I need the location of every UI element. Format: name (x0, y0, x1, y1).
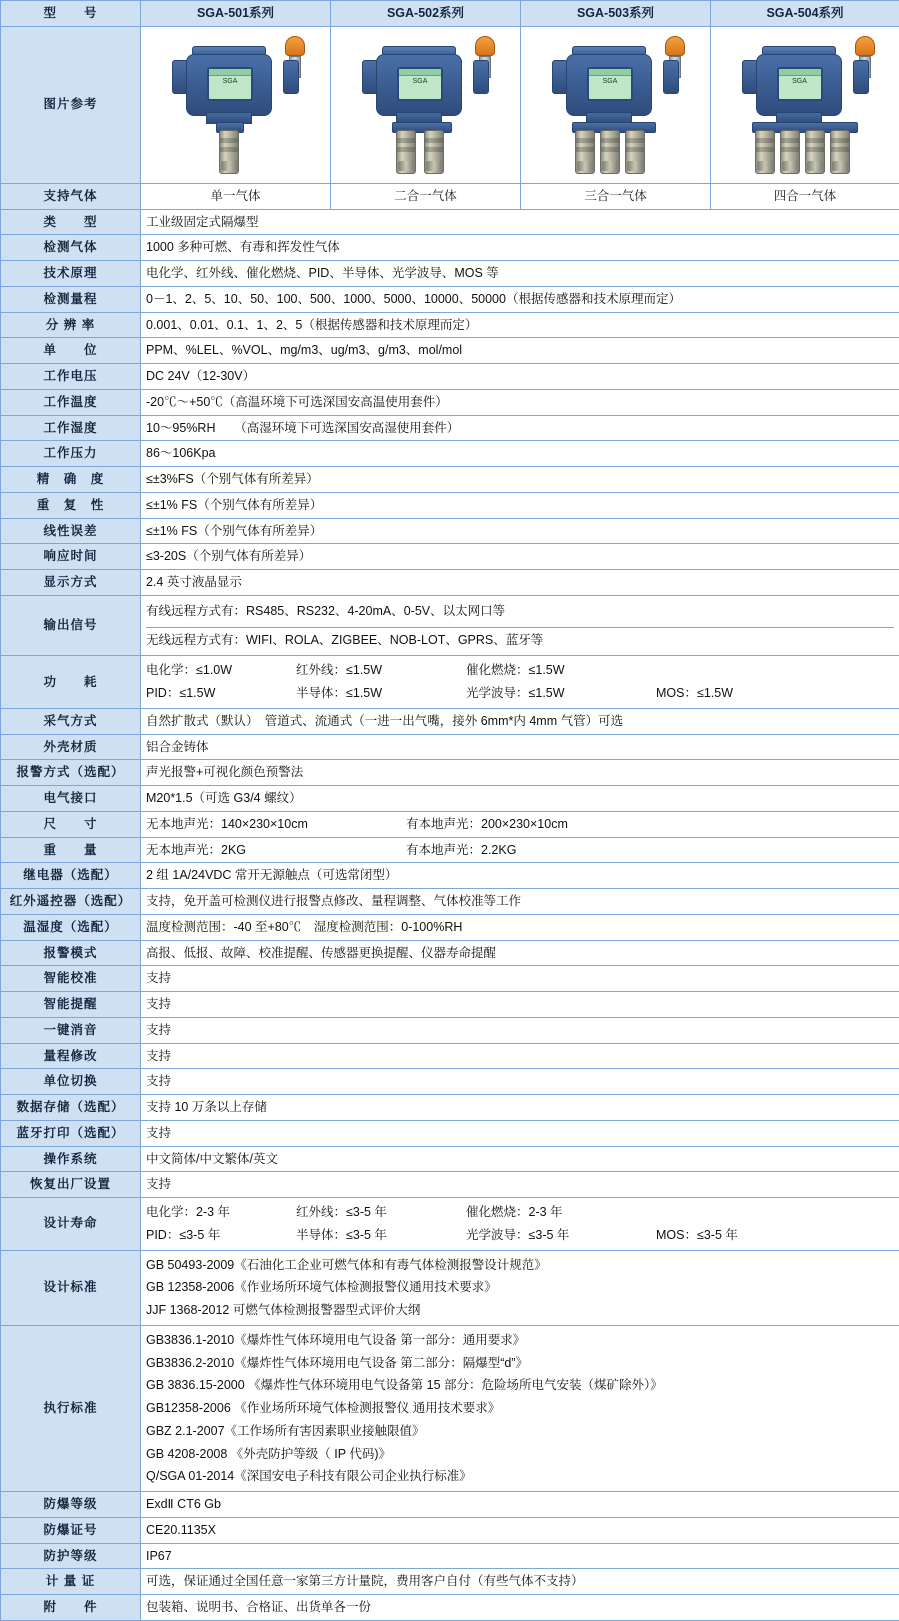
table-row (1, 364, 899, 390)
power-key: 电化学： (146, 663, 196, 677)
row-label: 防爆证号 (1, 1517, 141, 1543)
size-with-alarm: 有本地声光：200×230×10cm (406, 815, 568, 834)
row-label-model: 型 号 (1, 1, 141, 27)
table-row (1, 312, 899, 338)
row-value: 电化学、红外线、催化燃烧、PID、半导体、光学波导、MOS 等 (141, 261, 899, 287)
life-key: 红外线： (296, 1205, 346, 1219)
device-screen: SGA (587, 67, 633, 101)
row-value: 中文简体/中文繁体/英文 (141, 1146, 899, 1172)
table-row (1, 1146, 899, 1172)
row-value: 10～95%RH （高湿环境下可选深国安高湿使用套件） (141, 415, 899, 441)
life-key: 电化学： (146, 1205, 196, 1219)
row-value-exec-standard (141, 1325, 899, 1491)
table-row (1, 286, 899, 312)
gas-support-1: 单一气体 (141, 183, 331, 209)
sensor-probe (575, 130, 595, 174)
exec-standard-line: GB 4208-2008 《外壳防护等级（ IP 代码)》 (146, 1443, 894, 1466)
row-label: 报警模式 (1, 940, 141, 966)
row-label-exec-standard: 执行标准 (1, 1325, 141, 1491)
row-label-design-standard: 设计标准 (1, 1250, 141, 1325)
row-value: 声光报警+可视化颜色预警法 (141, 760, 899, 786)
life-value: ≤3-5 年 (529, 1228, 570, 1242)
row-label-power: 功 耗 (1, 656, 141, 709)
life-value: ≤3-5 年 (179, 1228, 220, 1242)
life-key: PID： (146, 1228, 179, 1242)
power-key: 光学波导： (466, 686, 529, 700)
row-label: 量程修改 (1, 1043, 141, 1069)
row-label-gas-support: 支持气体 (1, 183, 141, 209)
power-value: ≤1.0W (196, 663, 232, 677)
table-row (1, 914, 899, 940)
table-row-output-signal (1, 595, 899, 656)
model-cell-3: SGA-503系列 (521, 1, 711, 27)
row-value: 0－1、2、5、10、50、100、500、1000、5000、10000、50000（根据传感器和技术原理而定） (141, 286, 899, 312)
table-row-size (1, 811, 899, 837)
table-row (1, 338, 899, 364)
row-value: -20℃～+50℃（高温环境下可选深国安高温使用套件） (141, 389, 899, 415)
table-row (1, 1172, 899, 1198)
table-row (1, 760, 899, 786)
table-row (1, 544, 899, 570)
row-label: 显示方式 (1, 570, 141, 596)
table-row (1, 863, 899, 889)
row-value-design-life (141, 1198, 899, 1251)
power-value: ≤1.5W (346, 686, 382, 700)
power-value: ≤1.5W (346, 663, 382, 677)
product-image-2 (331, 26, 521, 183)
row-value: ≤±1% FS（个别气体有所差异） (141, 492, 899, 518)
model-cell-4: SGA-504系列 (711, 1, 899, 27)
power-value: ≤1.5W (697, 686, 733, 700)
power-key: 红外线： (296, 663, 346, 677)
table-row-design-life (1, 1198, 899, 1251)
table-row-power (1, 656, 899, 709)
table-row (1, 570, 899, 596)
table-row-gas-support (1, 183, 899, 209)
power-key: 催化燃烧： (466, 663, 529, 677)
row-value: M20*1.5（可选 G3/4 螺纹） (141, 786, 899, 812)
gas-detector-illustration-4 (718, 30, 893, 180)
output-wired-line: 有线远程方式有：RS485、RS232、4-20mA、0-5V、以太网口等 (146, 599, 894, 624)
row-label: 单位切换 (1, 1069, 141, 1095)
gas-detector-illustration-1 (148, 30, 323, 180)
table-row (1, 1543, 899, 1569)
power-key: MOS： (656, 686, 697, 700)
table-row (1, 441, 899, 467)
table-row (1, 492, 899, 518)
row-label: 继电器（选配） (1, 863, 141, 889)
exec-standard-line: GB3836.2-2010《爆炸性气体环境用电气设备 第二部分：隔爆型“d”》 (146, 1352, 894, 1375)
row-value: ExdⅡ CT6 Gb (141, 1492, 899, 1518)
row-value-size (141, 811, 899, 837)
row-label: 一键消音 (1, 1017, 141, 1043)
power-key: 半导体： (296, 686, 346, 700)
row-label: 线性误差 (1, 518, 141, 544)
row-label: 数据存储（选配） (1, 1095, 141, 1121)
device-screen: SGA (397, 67, 443, 101)
design-standard-line: JJF 1368-2012 可燃气体检测报警器型式评价大纲 (146, 1299, 894, 1322)
table-row-design-standard (1, 1250, 899, 1325)
row-label: 附 件 (1, 1595, 141, 1621)
life-value: ≤3-5 年 (346, 1228, 387, 1242)
sensor-probe (625, 130, 645, 174)
exec-standard-line: GB3836.1-2010《爆炸性气体环境用电气设备 第一部分：通用要求》 (146, 1329, 894, 1352)
row-value: 2 组 1A/24VDC 常开无源触点（可选常闭型） (141, 863, 899, 889)
row-value: 支持 (141, 992, 899, 1018)
table-row (1, 389, 899, 415)
power-value: ≤1.5W (179, 686, 215, 700)
row-value-output-signal (141, 595, 899, 656)
table-row (1, 1120, 899, 1146)
table-row-weight (1, 837, 899, 863)
row-value: 自然扩散式（默认） 管道式、流通式（一进一出气嘴，接外 6mm*内 4mm 气管）可选 (141, 708, 899, 734)
life-value: ≤3-5 年 (697, 1228, 738, 1242)
product-image-4 (711, 26, 899, 183)
row-value: ≤3-20S（个别气体有所差异） (141, 544, 899, 570)
row-label: 重 复 性 (1, 492, 141, 518)
row-label: 单 位 (1, 338, 141, 364)
gas-support-4: 四合一气体 (711, 183, 899, 209)
table-row (1, 966, 899, 992)
row-value: 可选，保证通过全国任意一家第三方计量院，费用客户自付（有些气体不支持） (141, 1569, 899, 1595)
row-label-image-reference: 图片参考 (1, 26, 141, 183)
row-value: ≤±1% FS（个别气体有所差异） (141, 518, 899, 544)
row-label: 计 量 证 (1, 1569, 141, 1595)
row-value: 支持 (141, 1172, 899, 1198)
design-standard-line: GB 12358-2006《作业场所环境气体检测报警仪通用技术要求》 (146, 1276, 894, 1299)
row-label-design-life: 设计寿命 (1, 1198, 141, 1251)
row-value: 支持 (141, 966, 899, 992)
table-row (1, 992, 899, 1018)
table-row (1, 518, 899, 544)
row-label: 温湿度（选配） (1, 914, 141, 940)
sensor-probe (600, 130, 620, 174)
row-label: 精 确 度 (1, 467, 141, 493)
row-value: DC 24V（12-30V） (141, 364, 899, 390)
row-label-size: 尺 寸 (1, 811, 141, 837)
row-value-weight (141, 837, 899, 863)
table-row (1, 1517, 899, 1543)
life-key: 催化燃烧： (466, 1205, 529, 1219)
row-value: 支持 10 万条以上存储 (141, 1095, 899, 1121)
design-standard-line: GB 50493-2009《石油化工企业可燃气体和有毒气体检测报警设计规范》 (146, 1254, 894, 1277)
table-row (1, 209, 899, 235)
table-row (1, 1043, 899, 1069)
row-value: 2.4 英寸液晶显示 (141, 570, 899, 596)
life-key: MOS： (656, 1228, 697, 1242)
sensor-probe (396, 130, 416, 174)
row-value: PPM、%LEL、%VOL、mg/m3、ug/m3、g/m3、mol/mol (141, 338, 899, 364)
model-cell-1: SGA-501系列 (141, 1, 331, 27)
table-row-images (1, 26, 899, 183)
gas-support-2: 二合一气体 (331, 183, 521, 209)
sensor-probe (424, 130, 444, 174)
row-label: 工作湿度 (1, 415, 141, 441)
table-row (1, 415, 899, 441)
gas-support-3: 三合一气体 (521, 183, 711, 209)
row-value: 支持，免开盖可检测仪进行报警点修改、量程调整、气体校准等工作 (141, 889, 899, 915)
sensor-probe (780, 130, 800, 174)
table-row (1, 467, 899, 493)
row-label: 外壳材质 (1, 734, 141, 760)
row-label-output-signal: 输出信号 (1, 595, 141, 656)
row-value: 1000 多种可燃、有毒和挥发性气体 (141, 235, 899, 261)
device-screen: SGA (777, 67, 823, 101)
weight-without-alarm: 无本地声光：2KG (146, 841, 406, 860)
row-value: 高报、低报、故障、校准提醒、传感器更换提醒、仪器寿命提醒 (141, 940, 899, 966)
row-label: 蓝牙打印（选配） (1, 1120, 141, 1146)
device-screen: SGA (207, 67, 253, 101)
sensor-probe (830, 130, 850, 174)
table-row-models (1, 1, 899, 27)
row-label: 工作温度 (1, 389, 141, 415)
model-cell-2: SGA-502系列 (331, 1, 521, 27)
row-value: 包装箱、说明书、合格证、出货单各一份 (141, 1595, 899, 1621)
row-label: 红外遥控器（选配） (1, 889, 141, 915)
table-row (1, 889, 899, 915)
row-value-power (141, 656, 899, 709)
product-image-1 (141, 26, 331, 183)
row-value: IP67 (141, 1543, 899, 1569)
row-value: 支持 (141, 1043, 899, 1069)
row-label: 电气接口 (1, 786, 141, 812)
row-value-design-standard (141, 1250, 899, 1325)
table-row (1, 261, 899, 287)
gas-detector-illustration-2 (338, 30, 513, 180)
table-row (1, 786, 899, 812)
row-value: 支持 (141, 1120, 899, 1146)
sensor-probe (805, 130, 825, 174)
exec-standard-line: GBZ 2.1-2007《工作场所有害因素职业接触限值》 (146, 1420, 894, 1443)
row-label: 采气方式 (1, 708, 141, 734)
table-row (1, 940, 899, 966)
row-label: 分 辨 率 (1, 312, 141, 338)
sensor-probe (219, 130, 239, 174)
table-row (1, 1069, 899, 1095)
row-label: 操作系统 (1, 1146, 141, 1172)
row-label: 响应时间 (1, 544, 141, 570)
life-value: 2-3 年 (529, 1205, 563, 1219)
row-label: 类 型 (1, 209, 141, 235)
row-value: ≤±3%FS（个别气体有所差异） (141, 467, 899, 493)
row-value: 86～106Kpa (141, 441, 899, 467)
row-value: CE20.1135X (141, 1517, 899, 1543)
table-row (1, 1492, 899, 1518)
row-label: 工作电压 (1, 364, 141, 390)
gas-detector-illustration-3 (528, 30, 703, 180)
exec-standard-line: GB12358-2006 《作业场所环境气体检测报警仪 通用技术要求》 (146, 1397, 894, 1420)
table-row (1, 1017, 899, 1043)
power-value: ≤1.5W (529, 663, 565, 677)
row-value: 支持 (141, 1069, 899, 1095)
exec-standard-line: Q/SGA 01-2014《深国安电子科技有限公司企业执行标准》 (146, 1465, 894, 1488)
size-without-alarm: 无本地声光：140×230×10cm (146, 815, 406, 834)
output-wireless-line: 无线远程方式有：WIFI、ROLA、ZIGBEE、NOB-LOT、GPRS、蓝牙等 (146, 627, 894, 653)
product-image-3 (521, 26, 711, 183)
row-label: 防护等级 (1, 1543, 141, 1569)
exec-standard-line: GB 3836.15-2000 《爆炸性气体环境用电气设备第 15 部分：危险场所电气安装（煤矿除外）》 (146, 1374, 894, 1397)
power-value: ≤1.5W (529, 686, 565, 700)
power-key: PID： (146, 686, 179, 700)
table-row-exec-standard (1, 1325, 899, 1491)
row-label: 智能校准 (1, 966, 141, 992)
life-value: ≤3-5 年 (346, 1205, 387, 1219)
row-value: 铝合金铸体 (141, 734, 899, 760)
life-key: 半导体： (296, 1228, 346, 1242)
table-row (1, 1595, 899, 1621)
row-label: 检测量程 (1, 286, 141, 312)
row-label: 技术原理 (1, 261, 141, 287)
row-label: 恢复出厂设置 (1, 1172, 141, 1198)
table-row (1, 1095, 899, 1121)
table-row (1, 235, 899, 261)
row-label: 检测气体 (1, 235, 141, 261)
row-label: 智能提醒 (1, 992, 141, 1018)
life-key: 光学波导： (466, 1228, 529, 1242)
row-label: 工作压力 (1, 441, 141, 467)
row-label-weight: 重 量 (1, 837, 141, 863)
sensor-probe (755, 130, 775, 174)
row-value: 温度检测范围：-40 至+80℃ 湿度检测范围：0-100%RH (141, 914, 899, 940)
table-row (1, 734, 899, 760)
row-value: 支持 (141, 1017, 899, 1043)
weight-with-alarm: 有本地声光：2.2KG (406, 841, 516, 860)
table-row (1, 708, 899, 734)
row-value: 工业级固定式隔爆型 (141, 209, 899, 235)
row-label: 报警方式（选配） (1, 760, 141, 786)
row-value: 0.001、0.01、0.1、1、2、5（根据传感器和技术原理而定） (141, 312, 899, 338)
life-value: 2-3 年 (196, 1205, 230, 1219)
table-row (1, 1569, 899, 1595)
row-label: 防爆等级 (1, 1492, 141, 1518)
